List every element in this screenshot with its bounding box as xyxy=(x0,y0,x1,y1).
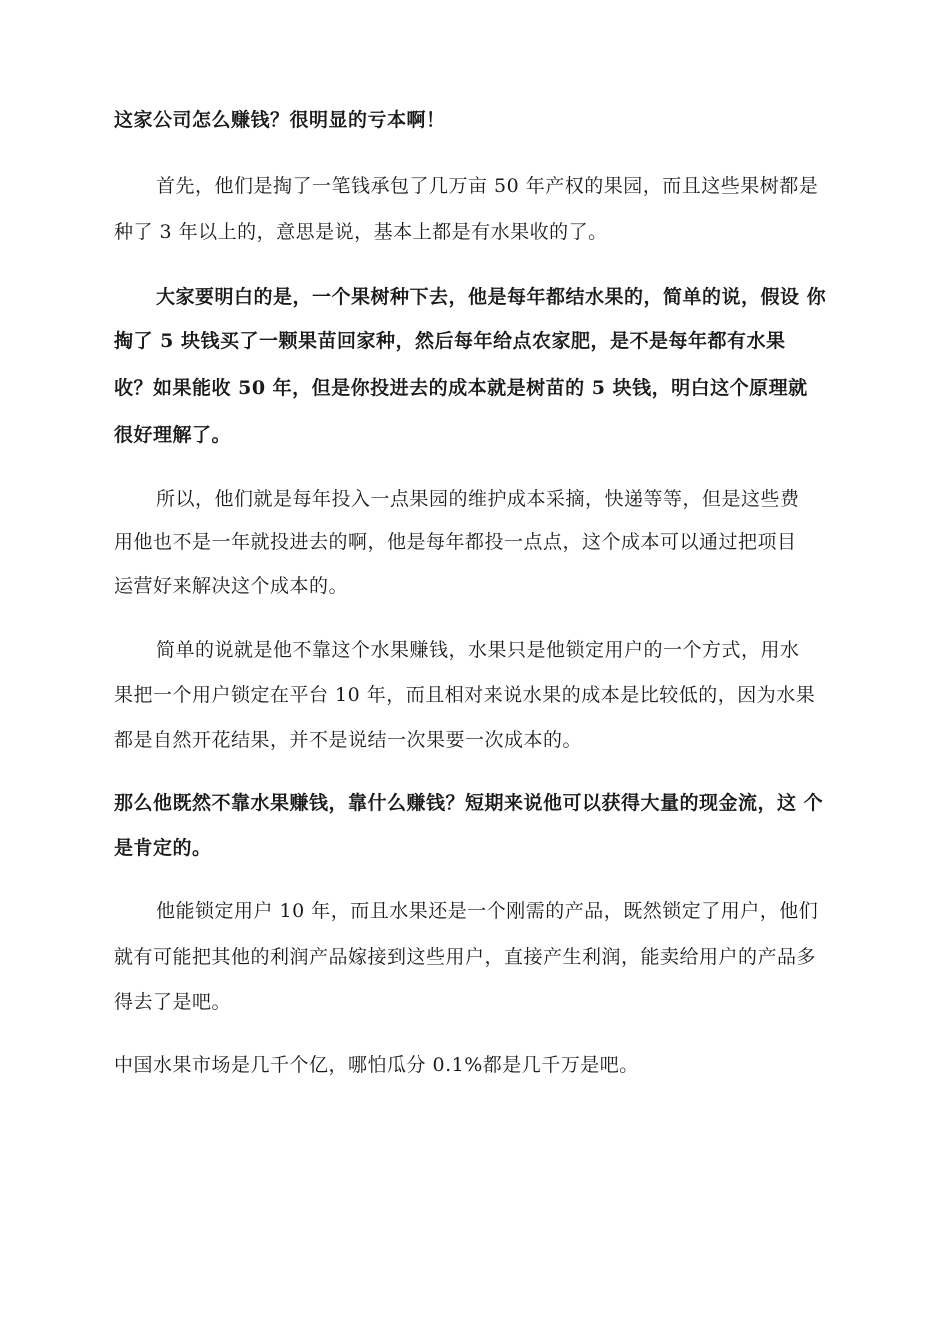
paragraph-2-line-2: 掏了 5 块钱买了一颗果苗回家种，然后每年给点农家肥，是不是每年都有水果 xyxy=(114,330,786,352)
document-title: 这家公司怎么赚钱？很明显的亏本啊！ xyxy=(114,109,446,131)
paragraph-5-line-1: 那么他既然不靠水果赚钱，靠什么赚钱？短期来说他可以获得大量的现金流，这 个 xyxy=(114,792,824,814)
paragraph-1-line-1: 首先，他们是掏了一笔钱承包了几万亩 50 年产权的果园，而且这些果树都是 xyxy=(156,175,819,197)
paragraph-1-line-2: 种了 3 年以上的，意思是说，基本上都是有水果收的了。 xyxy=(114,221,608,243)
paragraph-6-line-2: 就有可能把其他的利润产品嫁接到这些用户，直接产生利润，能卖给用户的产品多 xyxy=(114,946,817,968)
paragraph-4-line-3: 都是自然开花结果，并不是说结一次果要一次成本的。 xyxy=(114,729,583,751)
paragraph-2-line-1: 大家要明白的是，一个果树种下去，他是每年都结水果的，简单的说，假设 你 xyxy=(156,286,827,308)
paragraph-3-line-1: 所以，他们就是每年投入一点果园的维护成本采摘，快递等等，但是这些费 xyxy=(156,488,800,510)
paragraph-2-line-3: 收？如果能收 50 年，但是你投进去的成本就是树苗的 5 块钱，明白这个原理就 xyxy=(114,377,808,399)
paragraph-3-line-3: 运营好来解决这个成本的。 xyxy=(114,575,349,597)
paragraph-6-line-1: 他能锁定用户 10 年，而且水果还是一个刚需的产品，既然锁定了用户，他们 xyxy=(156,900,819,922)
paragraph-3-line-2: 用他也不是一年就投进去的啊，他是每年都投一点点，这个成本可以通过把项目 xyxy=(114,531,797,553)
paragraph-4-line-1: 简单的说就是他不靠这个水果赚钱，水果只是他锁定用户的一个方式，用水 xyxy=(156,639,800,661)
paragraph-4-line-2: 果把一个用户锁定在平台 10 年，而且相对来说水果的成本是比较低的，因为水果 xyxy=(114,684,816,706)
paragraph-6-line-3: 得去了是吧。 xyxy=(114,991,232,1013)
paragraph-7-line-1: 中国水果市场是几千个亿，哪怕瓜分 0.1%都是几千万是吧。 xyxy=(114,1054,639,1076)
paragraph-5-line-2: 是肯定的。 xyxy=(114,837,212,859)
paragraph-2-line-4: 很好理解了。 xyxy=(114,424,232,446)
